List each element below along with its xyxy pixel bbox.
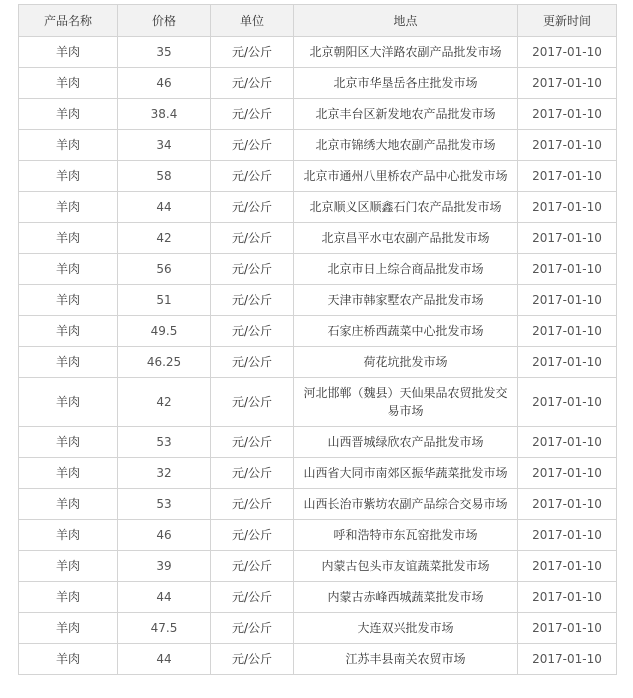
cell-unit: 元/公斤 xyxy=(211,378,294,427)
table-row xyxy=(19,551,617,582)
cell-price: 39 xyxy=(118,551,211,582)
table-row xyxy=(19,68,617,99)
cell-price: 34 xyxy=(118,130,211,161)
cell-price: 35 xyxy=(118,37,211,68)
cell-price: 56 xyxy=(118,254,211,285)
cell-location: 山西晋城绿欣农产品批发市场 xyxy=(294,427,518,458)
cell-location: 内蒙古包头市友谊蔬菜批发市场 xyxy=(294,551,518,582)
cell-product: 羊肉 xyxy=(19,223,118,254)
table-row xyxy=(19,347,617,378)
cell-price: 51 xyxy=(118,285,211,316)
cell-product: 羊肉 xyxy=(19,99,118,130)
cell-product: 羊肉 xyxy=(19,192,118,223)
cell-updated: 2017-01-10 xyxy=(518,613,617,644)
cell-updated: 2017-01-10 xyxy=(518,520,617,551)
cell-unit: 元/公斤 xyxy=(211,99,294,130)
cell-unit: 元/公斤 xyxy=(211,68,294,99)
cell-location: 山西省大同市南郊区振华蔬菜批发市场 xyxy=(294,458,518,489)
cell-location: 北京顺义区顺鑫石门农产品批发市场 xyxy=(294,192,518,223)
cell-updated: 2017-01-10 xyxy=(518,223,617,254)
cell-price: 32 xyxy=(118,458,211,489)
table-row xyxy=(19,613,617,644)
cell-location: 北京市通州八里桥农产品中心批发市场 xyxy=(294,161,518,192)
cell-updated: 2017-01-10 xyxy=(518,285,617,316)
cell-price: 46 xyxy=(118,520,211,551)
cell-location: 呼和浩特市东瓦窑批发市场 xyxy=(294,520,518,551)
table-row xyxy=(19,520,617,551)
cell-unit: 元/公斤 xyxy=(211,130,294,161)
cell-unit: 元/公斤 xyxy=(211,582,294,613)
header-location: 地点 xyxy=(294,5,518,37)
cell-price: 44 xyxy=(118,582,211,613)
cell-price: 38.4 xyxy=(118,99,211,130)
table-row xyxy=(19,316,617,347)
price-table-container xyxy=(18,4,617,675)
cell-updated: 2017-01-10 xyxy=(518,458,617,489)
table-row xyxy=(19,489,617,520)
cell-updated: 2017-01-10 xyxy=(518,427,617,458)
cell-updated: 2017-01-10 xyxy=(518,68,617,99)
cell-product: 羊肉 xyxy=(19,458,118,489)
cell-unit: 元/公斤 xyxy=(211,161,294,192)
cell-updated: 2017-01-10 xyxy=(518,644,617,675)
table-row xyxy=(19,99,617,130)
cell-product: 羊肉 xyxy=(19,582,118,613)
cell-unit: 元/公斤 xyxy=(211,254,294,285)
table-row xyxy=(19,130,617,161)
cell-unit: 元/公斤 xyxy=(211,427,294,458)
cell-unit: 元/公斤 xyxy=(211,223,294,254)
cell-unit: 元/公斤 xyxy=(211,520,294,551)
cell-price: 53 xyxy=(118,427,211,458)
table-row xyxy=(19,223,617,254)
cell-price: 42 xyxy=(118,223,211,254)
header-unit: 单位 xyxy=(211,5,294,37)
table-row xyxy=(19,285,617,316)
table-row xyxy=(19,582,617,613)
cell-location: 天津市韩家墅农产品批发市场 xyxy=(294,285,518,316)
cell-product: 羊肉 xyxy=(19,254,118,285)
cell-price: 49.5 xyxy=(118,316,211,347)
cell-price: 47.5 xyxy=(118,613,211,644)
cell-unit: 元/公斤 xyxy=(211,489,294,520)
cell-product: 羊肉 xyxy=(19,161,118,192)
cell-price: 46 xyxy=(118,68,211,99)
cell-location: 山西长治市紫坊农副产品综合交易市场 xyxy=(294,489,518,520)
cell-price: 53 xyxy=(118,489,211,520)
cell-product: 羊肉 xyxy=(19,285,118,316)
cell-unit: 元/公斤 xyxy=(211,347,294,378)
cell-product: 羊肉 xyxy=(19,37,118,68)
cell-location: 石家庄桥西蔬菜中心批发市场 xyxy=(294,316,518,347)
cell-product: 羊肉 xyxy=(19,378,118,427)
table-row xyxy=(19,37,617,68)
cell-location: 北京市华垦岳各庄批发市场 xyxy=(294,68,518,99)
cell-price: 44 xyxy=(118,192,211,223)
cell-product: 羊肉 xyxy=(19,347,118,378)
cell-updated: 2017-01-10 xyxy=(518,378,617,427)
cell-product: 羊肉 xyxy=(19,520,118,551)
cell-product: 羊肉 xyxy=(19,644,118,675)
cell-location: 江苏丰县南关农贸市场 xyxy=(294,644,518,675)
cell-location: 北京朝阳区大洋路农副产品批发市场 xyxy=(294,37,518,68)
table-row xyxy=(19,161,617,192)
cell-price: 46.25 xyxy=(118,347,211,378)
cell-updated: 2017-01-10 xyxy=(518,347,617,378)
cell-product: 羊肉 xyxy=(19,68,118,99)
cell-unit: 元/公斤 xyxy=(211,316,294,347)
cell-price: 58 xyxy=(118,161,211,192)
cell-location: 北京昌平水屯农副产品批发市场 xyxy=(294,223,518,254)
cell-price: 44 xyxy=(118,644,211,675)
header-product: 产品名称 xyxy=(19,5,118,37)
cell-updated: 2017-01-10 xyxy=(518,551,617,582)
cell-unit: 元/公斤 xyxy=(211,458,294,489)
table-row xyxy=(19,644,617,675)
cell-updated: 2017-01-10 xyxy=(518,37,617,68)
header-price: 价格 xyxy=(118,5,211,37)
cell-product: 羊肉 xyxy=(19,427,118,458)
cell-unit: 元/公斤 xyxy=(211,285,294,316)
table-header-row xyxy=(19,5,617,37)
cell-updated: 2017-01-10 xyxy=(518,489,617,520)
cell-product: 羊肉 xyxy=(19,489,118,520)
cell-unit: 元/公斤 xyxy=(211,192,294,223)
cell-updated: 2017-01-10 xyxy=(518,254,617,285)
cell-unit: 元/公斤 xyxy=(211,613,294,644)
cell-location: 北京市锦绣大地农副产品批发市场 xyxy=(294,130,518,161)
cell-updated: 2017-01-10 xyxy=(518,582,617,613)
cell-updated: 2017-01-10 xyxy=(518,192,617,223)
cell-product: 羊肉 xyxy=(19,613,118,644)
table-row xyxy=(19,427,617,458)
table-row xyxy=(19,378,617,427)
cell-product: 羊肉 xyxy=(19,130,118,161)
cell-location: 北京丰台区新发地农产品批发市场 xyxy=(294,99,518,130)
cell-location: 北京市日上综合商品批发市场 xyxy=(294,254,518,285)
header-updated: 更新时间 xyxy=(518,5,617,37)
cell-location: 荷花坑批发市场 xyxy=(294,347,518,378)
cell-updated: 2017-01-10 xyxy=(518,161,617,192)
cell-updated: 2017-01-10 xyxy=(518,316,617,347)
cell-unit: 元/公斤 xyxy=(211,644,294,675)
table-body xyxy=(19,37,617,675)
cell-location: 大连双兴批发市场 xyxy=(294,613,518,644)
price-table xyxy=(18,4,617,675)
table-row xyxy=(19,254,617,285)
cell-location: 内蒙古赤峰西城蔬菜批发市场 xyxy=(294,582,518,613)
cell-unit: 元/公斤 xyxy=(211,37,294,68)
cell-product: 羊肉 xyxy=(19,316,118,347)
cell-product: 羊肉 xyxy=(19,551,118,582)
cell-updated: 2017-01-10 xyxy=(518,130,617,161)
table-row xyxy=(19,458,617,489)
table-row xyxy=(19,192,617,223)
cell-price: 42 xyxy=(118,378,211,427)
cell-updated: 2017-01-10 xyxy=(518,99,617,130)
cell-unit: 元/公斤 xyxy=(211,551,294,582)
cell-location: 河北邯郸（魏县）天仙果品农贸批发交易市场 xyxy=(294,378,518,427)
